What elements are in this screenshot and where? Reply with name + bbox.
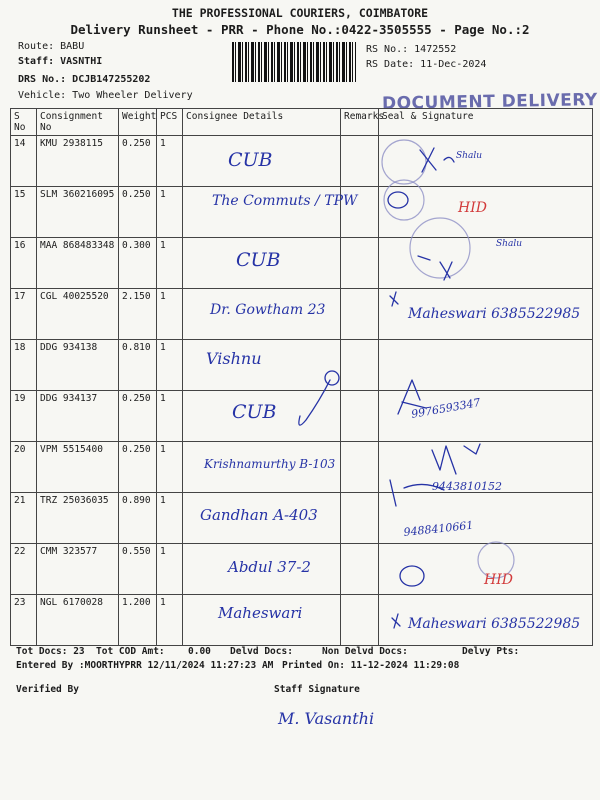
consignment-cell: SLM 360216095 [37,187,119,238]
drs-number: DRS No.: DCJB147255202 [18,74,151,85]
col-consignment: Consignment No [37,109,119,136]
rs-date: RS Date: 11-Dec-2024 [366,59,487,70]
signature-mark [325,371,339,385]
weight-cell: 0.890 [119,493,157,544]
verified-by: Verified By [16,684,79,695]
signature-mark [388,192,408,208]
pcs-cell: 1 [157,340,183,391]
consignment-cell: CMM 323577 [37,544,119,595]
seal-signature-text: Shalu [496,239,523,249]
rs-number: RS No.: 1472552 [366,44,457,55]
delvy-pts: Delvy Pts: [462,646,520,657]
consignment-cell: DDG 934137 [37,391,119,442]
pcs-cell: 1 [157,391,183,442]
sno-cell: 21 [11,493,37,544]
seal-signature-text: 9488410661 [402,518,474,539]
consignment-cell: TRZ 25036035 [37,493,119,544]
seal-signature-text: HID [484,572,513,588]
sno-cell: 22 [11,544,37,595]
non-delvd-docs: Non Delvd Docs: [322,646,408,657]
handwritten-consignee: Krishnamurthy B-103 [204,457,336,471]
col-sno: S No [11,109,37,136]
col-remarks: Remarks [341,109,379,136]
weight-cell: 0.250 [119,391,157,442]
document-delivery-stamp: DOCUMENT DELIVERY [381,90,598,114]
handwritten-consignee: CUB [232,401,277,423]
seal-stamp [382,140,426,184]
consignment-cell: MAA 868483348 [37,238,119,289]
col-weight: Weight [119,109,157,136]
staff-signature-handwriting: M. Vasanthi [278,709,375,728]
col-pcs: PCS [157,109,183,136]
seal-signature-text: Shalu [456,151,483,161]
seal-signature-text: 9443810152 [432,480,502,493]
handwritten-consignee: CUB [228,149,273,171]
signature-mark [432,444,480,474]
handwritten-consignee: Dr. Gowtham 23 [210,302,326,318]
sno-cell: 20 [11,442,37,493]
seal-signature-text: Maheswari 6385522985 [408,616,581,632]
seal-stamp [410,218,470,278]
handwritten-consignee: Vishnu [206,349,262,368]
seal-stamp [384,180,424,220]
handwritten-consignee: Abdul 37-2 [228,558,311,576]
consignment-cell: DDG 934138 [37,340,119,391]
consignment-cell: NGL 6170028 [37,595,119,646]
company-name: THE PROFESSIONAL COURIERS, COIMBATORE [171,6,429,20]
pcs-cell: 1 [157,136,183,187]
sno-cell: 23 [11,595,37,646]
weight-cell: 0.300 [119,238,157,289]
route-label: Route: BABU [18,41,85,52]
sno-cell: 15 [11,187,37,238]
sno-cell: 17 [11,289,37,340]
signature-mark [390,292,398,306]
pcs-cell: 1 [157,187,183,238]
handwritten-consignee: Maheswari [218,604,303,622]
signature-mark [299,380,330,425]
sno-cell: 19 [11,391,37,442]
runsheet-title: Delivery Runsheet - PRR - Phone No.:0422-3505555 - Page No.:2 [70,22,530,37]
seal-signature-text: 9976593347 [410,395,482,421]
tot-cod-amt-value: 0.00 [188,646,211,657]
consignment-cell: CGL 40025520 [37,289,119,340]
pcs-cell: 1 [157,544,183,595]
entered-by: Entered By :MOORTHYPRR 12/11/2024 11:27:23 AM [16,660,274,671]
weight-cell: 0.250 [119,442,157,493]
seal-signature-text: Maheswari 6385522985 [408,306,581,322]
handwritten-consignee: CUB [236,249,281,271]
sno-cell: 18 [11,340,37,391]
weight-cell: 1.200 [119,595,157,646]
signature-mark [418,256,452,280]
pcs-cell: 1 [157,595,183,646]
pcs-cell: 1 [157,238,183,289]
staff-label: Staff: VASNTHI [18,56,103,67]
signature-mark [392,614,400,628]
seal-signature-text: HID [458,200,487,216]
consignment-cell: KMU 2938115 [37,136,119,187]
pcs-cell: 1 [157,289,183,340]
consignment-cell: VPM 5515400 [37,442,119,493]
printed-on: Printed On: 11-12-2024 11:29:08 [282,660,460,671]
weight-cell: 0.550 [119,544,157,595]
vehicle-label: Vehicle: Two Wheeler Delivery [18,90,193,101]
weight-cell: 0.250 [119,187,157,238]
signature-mark [400,566,424,586]
sno-cell: 14 [11,136,37,187]
sno-cell: 16 [11,238,37,289]
weight-cell: 2.150 [119,289,157,340]
tot-docs: Tot Docs: 23 [16,646,85,657]
staff-signature-label: Staff Signature [274,684,360,695]
col-consignee: Consignee Details [183,109,341,136]
weight-cell: 0.250 [119,136,157,187]
handwritten-consignee: Gandhan A-403 [200,506,318,524]
pcs-cell: 1 [157,442,183,493]
col-seal-signature: Seal & Signature [379,109,593,136]
delvd-docs: Delvd Docs: [230,646,293,657]
pcs-cell: 1 [157,493,183,544]
handwritten-consignee: The Commuts / TPW [212,193,358,209]
weight-cell: 0.810 [119,340,157,391]
tot-cod-amt-label: Tot COD Amt: [96,646,165,657]
